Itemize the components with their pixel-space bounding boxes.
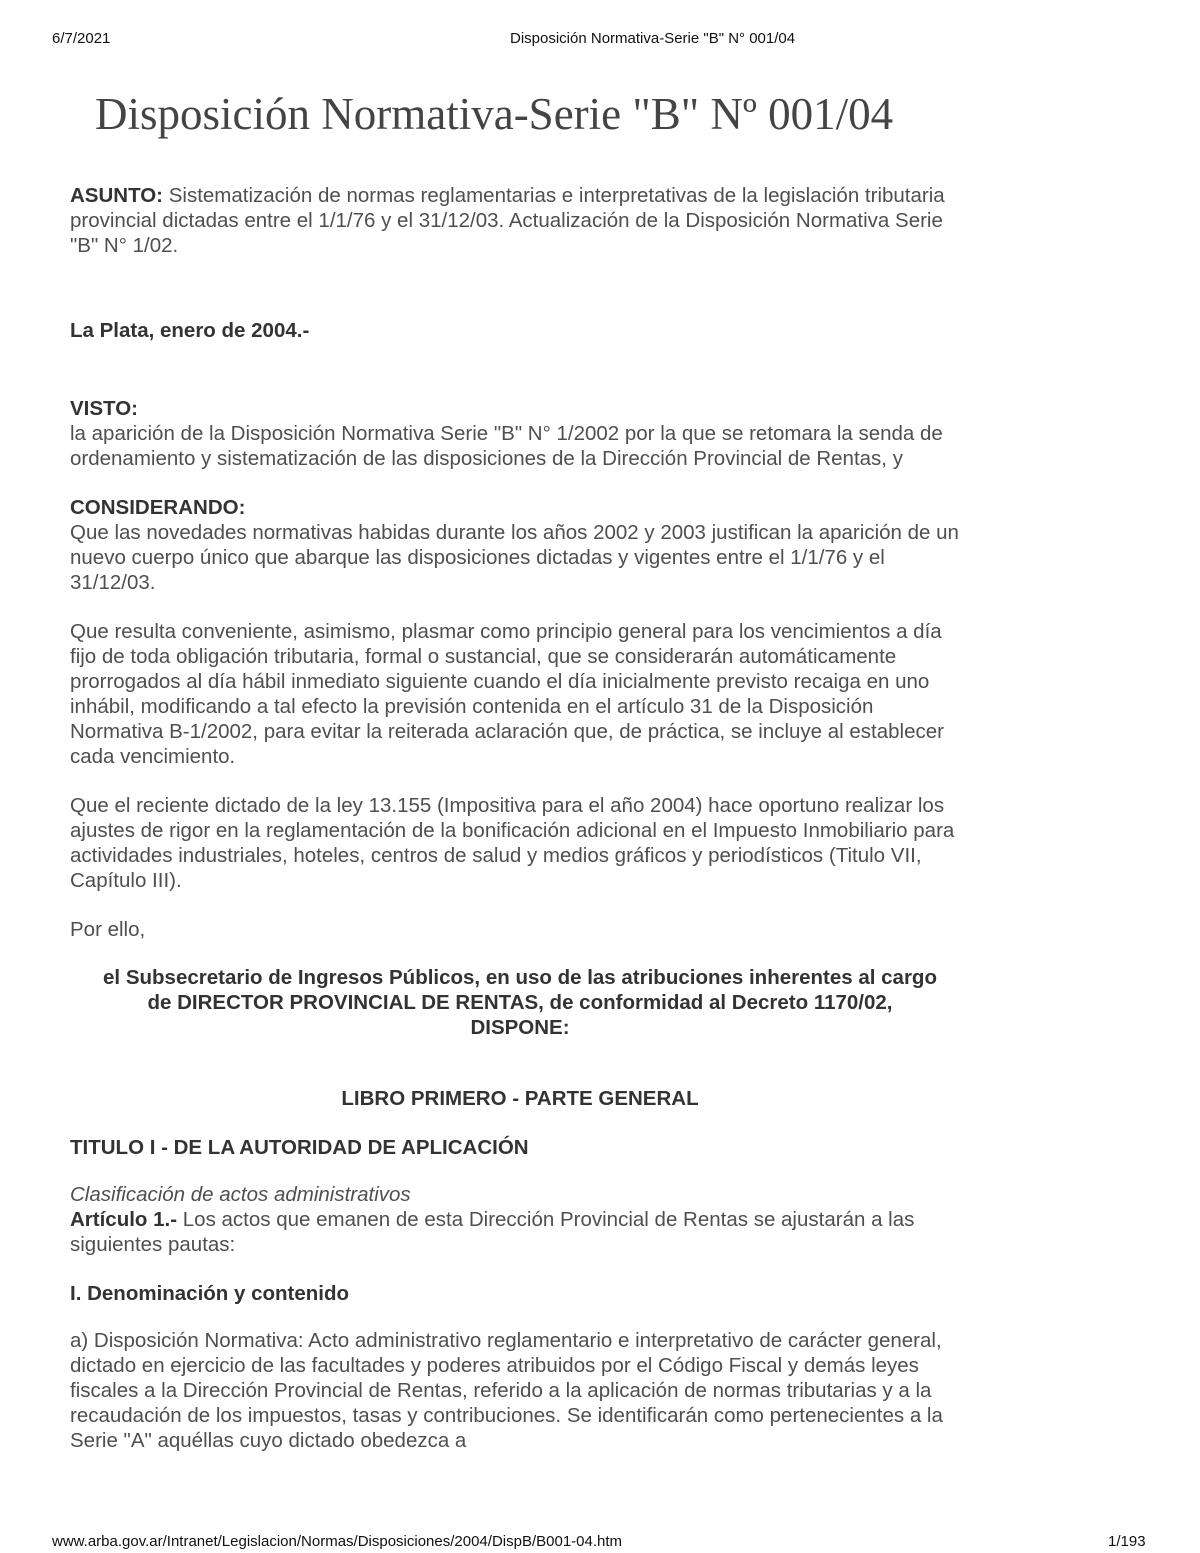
libro-heading: LIBRO PRIMERO - PARTE GENERAL <box>341 1087 699 1110</box>
authority-statement: el Subsecretario de Ingresos Públicos, en uso de las atribuciones inherentes al cargo de DIRECTOR PROVINCIAL DE RENTAS, de conformidad al Decreto 1170/02, <box>103 966 937 1014</box>
subheading-clasificacion: Clasificación de actos administrativos <box>70 1183 411 1206</box>
por-ello: Por ello, <box>70 918 146 941</box>
place-date: La Plata, enero de 2004.- <box>70 319 310 342</box>
considerando-label: CONSIDERANDO: <box>70 496 246 519</box>
dispone-heading: DISPONE: <box>470 1016 570 1039</box>
articulo-text: Los actos que emanen de esta Dirección Provincial de Rentas se ajustarán a las siguientes pautas: <box>70 1208 915 1256</box>
visto-label: VISTO: <box>70 397 138 420</box>
articulo-1 <box>70 1207 970 1257</box>
document-body <box>70 183 970 1453</box>
footer-page-number: 1/193 <box>1108 1533 1146 1550</box>
considerando-paragraph-2: Que resulta conveniente, asimismo, plasmar como principio general para los vencimientos a día fijo de toda obligación tributaria, formal o sustancial, que se considerarán automáticamente prorrogados al día hábil inmediato siguiente cuando el día inicialmente previsto recaiga en uno inhábil, modificando a tal efecto la previsión contenida en el artículo 31 de la Disposición Normativa B-1/2002, para evitar la reiterada aclaración que, de práctica, se incluye al establecer cada vencimiento. <box>70 620 944 768</box>
articulo-label: Artículo 1.- <box>70 1208 178 1231</box>
considerando-paragraph-3: Que el reciente dictado de la ley 13.155 (Impositiva para el año 2004) hace oportuno realizar los ajustes de rigor en la reglamentación de la bonificación adicional en el Impuesto Inmobiliario para actividades industriales, hoteles, centros de salud y medios gráficos y periodísticos (Titulo VII, Capítulo III). <box>70 794 955 892</box>
visto-text: la aparición de la Disposición Normativa Serie "B" N° 1/2002 por la que se retomara la senda de ordenamiento y sistematización de las disposiciones de la Dirección Provincial de Rentas, y <box>70 422 943 470</box>
header-date: 6/7/2021 <box>52 30 111 47</box>
header-title: Disposición Normativa-Serie "B" N° 001/04 <box>510 30 796 47</box>
asunto-label: ASUNTO: <box>70 184 164 207</box>
section-heading: I. Denominación y contenido <box>70 1282 350 1305</box>
considerando-paragraph-1: Que las novedades normativas habidas durante los años 2002 y 2003 justifican la aparición de un nuevo cuerpo único que abarque las disposiciones dictadas y vigentes entre el 1/1/76 y el 31/12/03. <box>70 521 959 594</box>
item-a: a) Disposición Normativa: Acto administrativo reglamentario e interpretativo de carácter general, dictado en ejercicio de las facultades y poderes atribuidos por el Código Fiscal y demás leyes fiscales a la Dirección Provincial de Rentas, referido a la aplicación de normas tributarias y a la recaudación de los impuestos, tasas y contribuciones. Se identificarán como pertenecientes a la Serie "A" aquéllas cuyo dictado obedezca a <box>70 1329 943 1452</box>
titulo-heading: TITULO I - DE LA AUTORIDAD DE APLICACIÓN <box>70 1136 529 1159</box>
asunto-paragraph <box>70 183 970 258</box>
document-title: Disposición Normativa-Serie "B" Nº 001/04 <box>95 89 894 139</box>
footer-url: www.arba.gov.ar/Intranet/Legislacion/Normas/Disposiciones/2004/DispB/B001-04.htm <box>52 1533 623 1550</box>
asunto-text: Sistematización de normas reglamentarias e interpretativas de la legislación tributaria provincial dictadas entre el 1/1/76 y el 31/12/03. Actualización de la Disposición Normativa Serie "B" N° 1/02. <box>70 184 945 257</box>
